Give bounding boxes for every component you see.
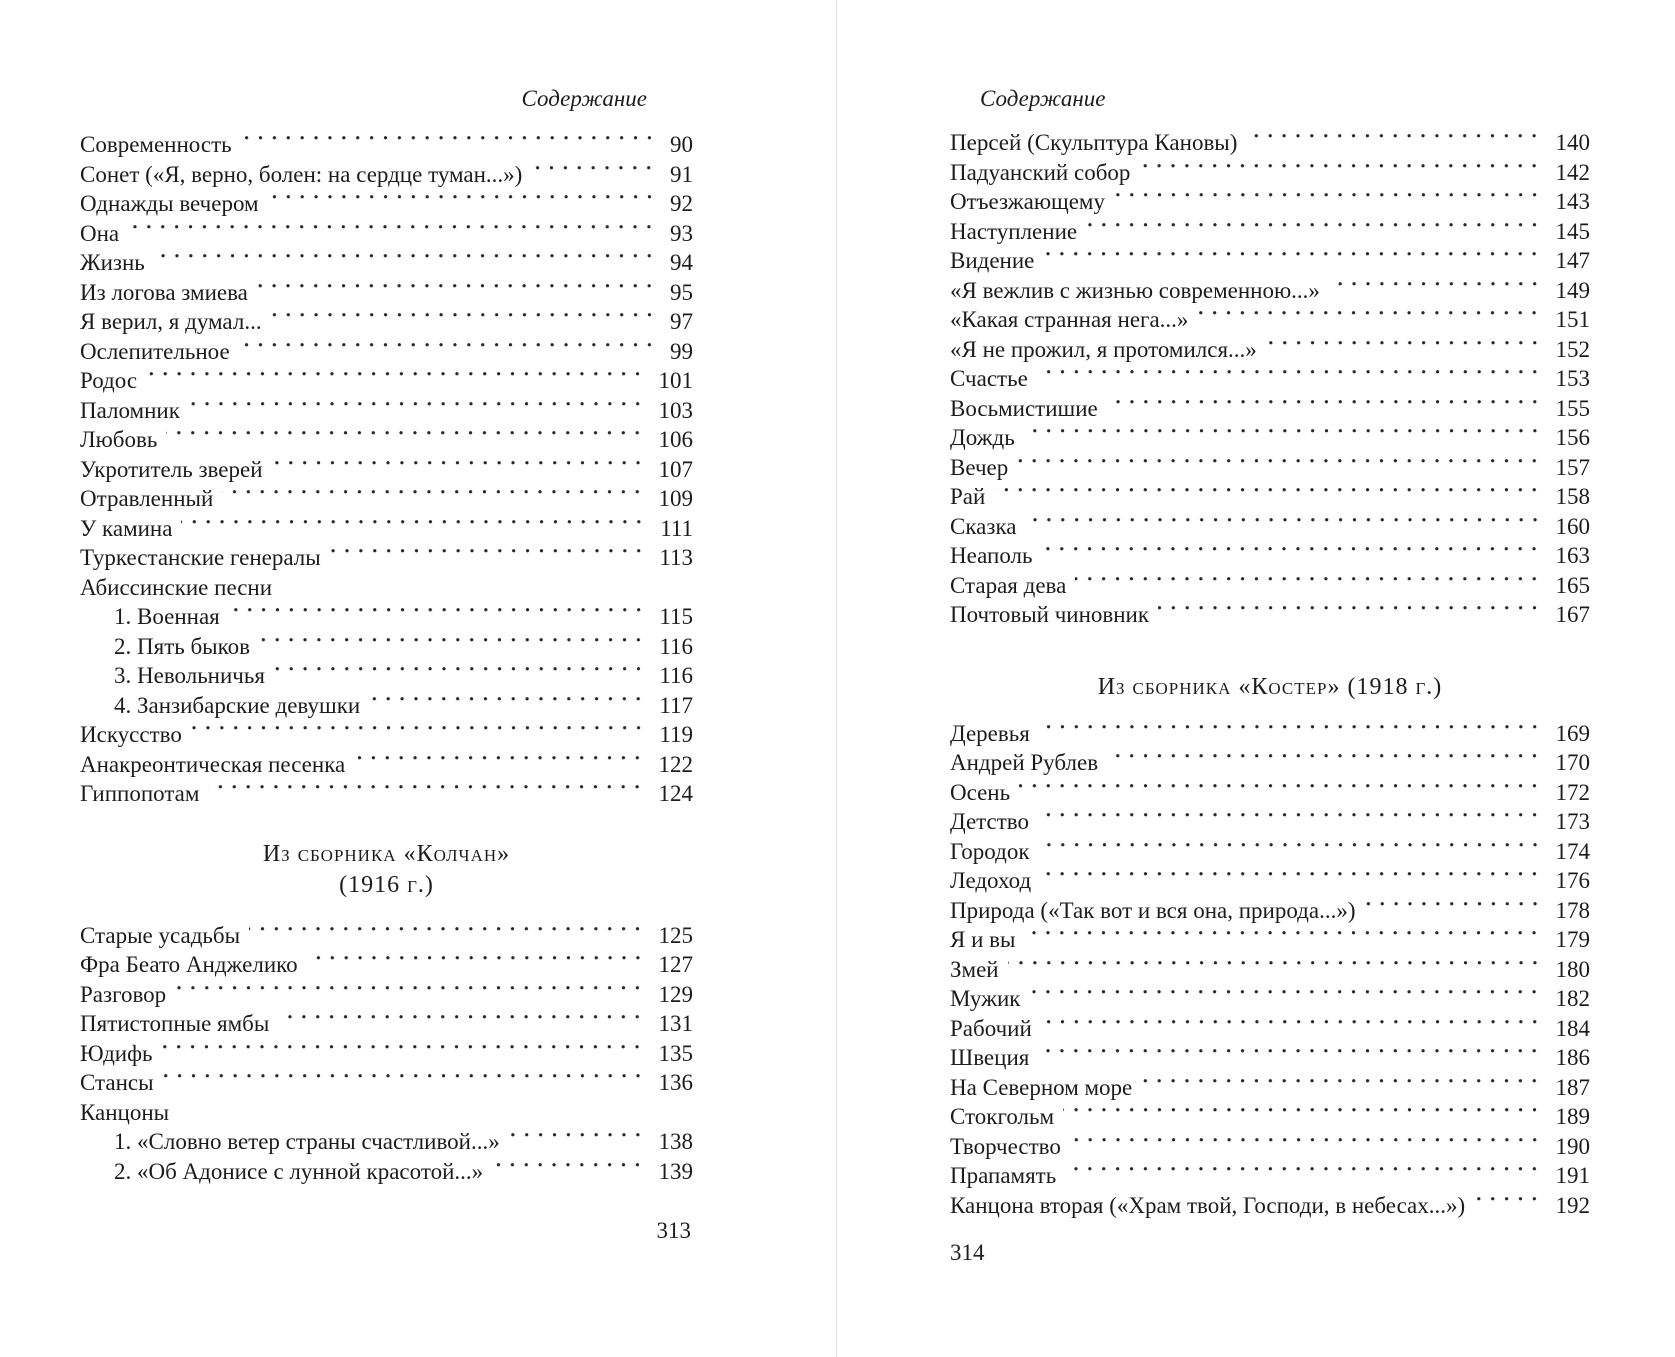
running-head: Содержание xyxy=(521,86,647,111)
page-right xyxy=(950,84,1590,1268)
entry-title: Видение xyxy=(950,248,1035,273)
dot-leader xyxy=(1107,748,1543,778)
toc-entry xyxy=(950,719,1590,749)
entry-page-number: 109 xyxy=(658,486,693,511)
toc-entry xyxy=(950,217,1590,247)
entry-page-number: 151 xyxy=(1555,307,1590,332)
toc-entry xyxy=(80,396,693,426)
entry-title: Я верил, я думал... xyxy=(80,309,262,334)
toc-entry xyxy=(80,1098,693,1128)
dot-leader xyxy=(163,1068,647,1098)
dot-leader xyxy=(1139,158,1543,188)
entry-title: Родос xyxy=(80,368,138,393)
entry-page-number: 180 xyxy=(1555,956,1590,982)
entry-title: Восьмистишие xyxy=(950,395,1098,421)
entry-page-number: 156 xyxy=(1555,425,1590,450)
entry-page-number: 138 xyxy=(658,1129,693,1154)
toc-entry xyxy=(80,130,693,160)
entry-page-number: 186 xyxy=(1555,1045,1590,1070)
toc-list xyxy=(80,130,693,1186)
entry-title: 2. «Об Адонисе с лунной красотой...» xyxy=(114,1158,484,1184)
toc-entry xyxy=(80,1127,693,1157)
entry-title: Стансы xyxy=(80,1070,154,1095)
entry-page-number: 190 xyxy=(1555,1133,1590,1159)
toc-entry xyxy=(950,955,1590,985)
entry-title: Она xyxy=(80,220,120,246)
dot-leader xyxy=(208,779,646,809)
entry-page-number: 90 xyxy=(670,132,693,157)
toc-entry xyxy=(950,453,1590,483)
toc-entry xyxy=(950,1102,1590,1132)
dot-leader xyxy=(239,337,658,367)
dot-leader xyxy=(189,396,647,426)
dot-leader xyxy=(1024,423,1544,453)
dot-leader xyxy=(154,248,658,278)
entry-title: Счастье xyxy=(950,366,1028,391)
dot-leader xyxy=(1041,541,1543,571)
entry-page-number: 115 xyxy=(659,604,693,629)
page-left xyxy=(80,84,693,1246)
toc-entry xyxy=(80,602,693,632)
dot-leader xyxy=(191,720,648,750)
entry-title: Пятистопные ямбы xyxy=(80,1011,270,1036)
toc-entry xyxy=(80,1009,693,1039)
entry-page-number: 179 xyxy=(1555,927,1590,952)
entry-page-number: 111 xyxy=(660,515,693,541)
toc-entry xyxy=(950,246,1590,276)
entry-page-number: 101 xyxy=(658,368,693,393)
toc-entry xyxy=(950,276,1590,306)
entry-title: Гиппопотам xyxy=(80,781,200,806)
section-heading: Из сборника «Костер» (1918 г.) xyxy=(1097,673,1443,700)
dot-leader xyxy=(1075,571,1543,601)
entry-title: Старые усадьбы xyxy=(80,922,241,948)
entry-title: Юдифь xyxy=(80,1040,153,1066)
section-heading: Из сборника «Колчан» xyxy=(262,840,511,867)
toc-entry xyxy=(80,484,693,514)
entry-page-number: 174 xyxy=(1555,838,1590,864)
dot-leader xyxy=(1070,1132,1544,1162)
entry-title: Природа («Так вот и вся она, природа...») xyxy=(950,897,1356,923)
entry-page-number: 124 xyxy=(658,781,693,806)
dot-leader xyxy=(249,921,646,951)
dot-leader xyxy=(1197,305,1543,335)
entry-page-number: 191 xyxy=(1555,1163,1590,1188)
toc-list xyxy=(950,128,1590,1220)
entry-page-number: 184 xyxy=(1555,1015,1590,1041)
toc-entry xyxy=(80,455,693,485)
toc-entry xyxy=(950,305,1590,335)
entry-page-number: 136 xyxy=(658,1070,693,1095)
entry-title: Из логова змиева xyxy=(80,279,248,305)
toc-entry xyxy=(950,364,1590,394)
dot-leader xyxy=(229,602,648,632)
toc-entry xyxy=(80,248,693,278)
entry-title: Городок xyxy=(950,838,1030,864)
toc-entry xyxy=(80,425,693,455)
dot-leader xyxy=(1329,276,1544,306)
entry-page-number: 169 xyxy=(1555,720,1590,746)
entry-title: Разговор xyxy=(80,981,167,1007)
dot-leader xyxy=(531,160,658,190)
entry-title: 2. Пять быков xyxy=(114,633,251,659)
entry-page-number: 160 xyxy=(1555,513,1590,539)
entry-page-number: 122 xyxy=(658,751,693,777)
entry-page-number: 143 xyxy=(1555,189,1590,214)
entry-title: «Какая странная нега...» xyxy=(950,307,1189,332)
toc-entry xyxy=(950,866,1590,896)
toc-entry xyxy=(80,160,693,190)
toc-entry xyxy=(950,423,1590,453)
entry-page-number: 92 xyxy=(670,191,693,216)
entry-title: Змей xyxy=(950,956,999,982)
dot-leader xyxy=(222,484,646,514)
dot-leader xyxy=(1158,600,1543,630)
entry-title: Современность xyxy=(80,132,232,157)
dot-leader xyxy=(268,189,658,219)
dot-leader xyxy=(161,1039,646,1069)
dot-leader xyxy=(994,482,1543,512)
entry-page-number: 106 xyxy=(658,427,693,452)
entry-title: Стокгольм xyxy=(950,1104,1055,1129)
dot-leader xyxy=(1039,837,1544,867)
entry-page-number: 113 xyxy=(659,545,693,570)
dot-leader xyxy=(146,366,646,396)
toc-entry xyxy=(950,1191,1590,1221)
dot-leader xyxy=(354,750,646,780)
toc-entry xyxy=(80,921,693,951)
entry-title: Анакреонтическая песенка xyxy=(80,751,346,777)
gutter-divider xyxy=(836,0,837,1357)
dot-leader xyxy=(259,632,647,662)
entry-page-number: 153 xyxy=(1555,366,1590,391)
toc-entry xyxy=(80,543,693,573)
dot-leader xyxy=(1038,1043,1543,1073)
dot-leader xyxy=(1266,335,1544,365)
entry-page-number: 116 xyxy=(659,633,693,659)
entry-page-number: 127 xyxy=(658,952,693,977)
entry-title: Рабочий xyxy=(950,1015,1032,1041)
toc-entry xyxy=(80,514,693,544)
toc-entry xyxy=(80,337,693,367)
dot-leader xyxy=(1041,1014,1544,1044)
dot-leader xyxy=(1065,1161,1543,1191)
toc-entry xyxy=(80,632,693,662)
entry-page-number: 152 xyxy=(1555,336,1590,362)
toc-entry xyxy=(950,158,1590,188)
dot-leader xyxy=(1474,1191,1543,1221)
dot-leader xyxy=(272,455,647,485)
toc-entry xyxy=(80,219,693,249)
entry-page-number: 135 xyxy=(658,1040,693,1066)
entry-title: Канцоны xyxy=(80,1099,170,1125)
entry-title: Дождь xyxy=(950,425,1015,450)
entry-title: Сказка xyxy=(950,513,1017,539)
entry-page-number: 157 xyxy=(1555,454,1590,480)
dot-leader xyxy=(492,1157,646,1187)
page-number-folio: 313 xyxy=(656,1218,691,1243)
entry-page-number: 145 xyxy=(1555,218,1590,244)
entry-page-number: 147 xyxy=(1555,248,1590,273)
section-heading-block xyxy=(80,839,693,901)
entry-title: Персей (Скульптура Кановы) xyxy=(950,130,1238,155)
entry-page-number: 165 xyxy=(1555,572,1590,598)
dot-leader xyxy=(1141,1073,1543,1103)
toc-entry xyxy=(950,187,1590,217)
toc-entry xyxy=(80,1068,693,1098)
entry-page-number: 173 xyxy=(1555,809,1590,834)
dot-leader xyxy=(307,950,647,980)
entry-title: Укротитель зверей xyxy=(80,456,263,482)
entry-title: 4. Занзибарские девушки xyxy=(114,692,361,718)
toc-entry xyxy=(80,950,693,980)
toc-entry xyxy=(80,750,693,780)
entry-title: Швеция xyxy=(950,1045,1030,1070)
toc-entry xyxy=(950,1073,1590,1103)
dot-leader xyxy=(1026,512,1544,542)
toc-entry xyxy=(950,778,1590,808)
entry-title: Осень xyxy=(950,779,1011,805)
entry-title: Ледоход xyxy=(950,868,1032,893)
dot-leader xyxy=(175,980,646,1010)
dot-leader xyxy=(278,1009,646,1039)
dot-leader xyxy=(509,1127,647,1157)
entry-page-number: 163 xyxy=(1555,543,1590,568)
entry-page-number: 131 xyxy=(658,1011,693,1036)
entry-page-number: 103 xyxy=(658,397,693,423)
toc-entry xyxy=(80,1157,693,1187)
dot-leader xyxy=(1040,866,1543,896)
entry-title: Прапамять xyxy=(950,1163,1057,1188)
entry-title: «Я вежлив с жизнью современною...» xyxy=(950,277,1320,303)
entry-title: «Я не прожил, я протомился...» xyxy=(950,336,1257,362)
toc-entry xyxy=(950,984,1590,1014)
toc-entry xyxy=(950,512,1590,542)
toc-entry xyxy=(950,335,1590,365)
entry-title: Ослепительное xyxy=(80,338,230,364)
dot-leader xyxy=(1246,128,1543,158)
dot-leader xyxy=(1086,217,1543,247)
dot-leader xyxy=(369,691,647,721)
toc-entry xyxy=(950,1161,1590,1191)
entry-title: Почтовый чиновник xyxy=(950,602,1150,627)
toc-entry xyxy=(950,571,1590,601)
entry-title: На Северном море xyxy=(950,1074,1133,1100)
dot-leader xyxy=(1039,719,1544,749)
dot-leader xyxy=(1114,187,1544,217)
toc-entry xyxy=(80,661,693,691)
entry-page-number: 125 xyxy=(658,922,693,948)
dot-leader xyxy=(1017,453,1543,483)
entry-page-number: 140 xyxy=(1555,130,1590,155)
toc-entry xyxy=(80,720,693,750)
entry-page-number: 142 xyxy=(1555,159,1590,185)
dot-leader xyxy=(1037,364,1544,394)
entry-page-number: 189 xyxy=(1555,1104,1590,1129)
dot-leader xyxy=(1024,925,1543,955)
dot-leader xyxy=(166,425,646,455)
entry-page-number: 129 xyxy=(658,981,693,1007)
entry-title: Мужик xyxy=(950,986,1021,1011)
toc-entry xyxy=(950,541,1590,571)
entry-title: Отъезжающему xyxy=(950,189,1105,214)
toc-entry xyxy=(950,807,1590,837)
entry-page-number: 167 xyxy=(1555,602,1590,627)
toc-entry xyxy=(950,1132,1590,1162)
entry-title: Наступление xyxy=(950,218,1078,244)
toc-entry xyxy=(80,307,693,337)
entry-page-number: 170 xyxy=(1555,750,1590,775)
entry-page-number: 172 xyxy=(1555,779,1590,805)
entry-title: 1. «Словно ветер страны счастливой...» xyxy=(114,1129,500,1154)
dot-leader xyxy=(257,278,658,308)
dot-leader xyxy=(1063,1102,1543,1132)
entry-title: Канцона вторая («Храм твой, Господи, в небесах...») xyxy=(950,1192,1466,1218)
toc-entry xyxy=(950,482,1590,512)
entry-title: 3. Невольничья xyxy=(114,663,265,688)
section-heading-block xyxy=(950,672,1590,703)
entry-title: Рай xyxy=(950,484,986,509)
entry-title: Вечер xyxy=(950,454,1009,480)
dot-leader xyxy=(1029,984,1543,1014)
entry-page-number: 139 xyxy=(658,1158,693,1184)
entry-page-number: 91 xyxy=(670,161,693,187)
dot-leader xyxy=(1365,896,1544,926)
entry-page-number: 119 xyxy=(659,722,693,747)
toc-entry xyxy=(950,837,1590,867)
entry-page-number: 182 xyxy=(1555,986,1590,1011)
entry-title: Отравленный xyxy=(80,486,214,511)
toc-entry xyxy=(80,691,693,721)
toc-entry xyxy=(950,896,1590,926)
dot-leader xyxy=(1038,807,1544,837)
entry-title: Деревья xyxy=(950,720,1030,746)
dot-leader xyxy=(330,543,648,573)
entry-title: Неаполь xyxy=(950,543,1033,568)
entry-title: Искусство xyxy=(80,722,182,747)
entry-title: Детство xyxy=(950,809,1029,834)
toc-entry xyxy=(950,600,1590,630)
entry-title: У камина xyxy=(80,515,173,541)
entry-page-number: 158 xyxy=(1555,484,1590,509)
dot-leader xyxy=(241,130,658,160)
dot-leader xyxy=(181,514,648,544)
toc-entry xyxy=(80,573,693,603)
page-number-folio: 314 xyxy=(950,1240,985,1265)
dot-leader xyxy=(1019,778,1543,808)
section-heading: (1916 г.) xyxy=(339,871,434,898)
dot-leader xyxy=(1107,394,1544,424)
dot-leader xyxy=(1008,955,1544,985)
toc-entry xyxy=(950,925,1590,955)
toc-entry xyxy=(80,278,693,308)
entry-page-number: 107 xyxy=(658,456,693,482)
entry-title: Я и вы xyxy=(950,927,1016,952)
toc-entry xyxy=(80,1039,693,1069)
dot-leader xyxy=(271,307,658,337)
entry-page-number: 94 xyxy=(670,250,693,275)
dot-leader xyxy=(274,661,647,691)
entry-title: Паломник xyxy=(80,397,180,423)
toc-entry xyxy=(80,980,693,1010)
toc-entry xyxy=(950,1014,1590,1044)
toc-entry xyxy=(80,366,693,396)
entry-page-number: 187 xyxy=(1555,1074,1590,1100)
entry-page-number: 99 xyxy=(670,338,693,364)
entry-title: Абиссинские песни xyxy=(80,574,273,600)
toc-entry xyxy=(80,189,693,219)
entry-title: Любовь xyxy=(80,427,158,452)
entry-page-number: 155 xyxy=(1555,395,1590,421)
toc-entry xyxy=(950,1043,1590,1073)
entry-title: Андрей Рублев xyxy=(950,750,1099,775)
entry-page-number: 149 xyxy=(1555,277,1590,303)
entry-title: Жизнь xyxy=(80,250,145,275)
entry-title: Однажды вечером xyxy=(80,191,259,216)
running-head: Содержание xyxy=(980,86,1106,111)
entry-page-number: 97 xyxy=(670,309,693,334)
entry-page-number: 95 xyxy=(670,279,693,305)
dot-leader xyxy=(128,219,658,249)
entry-page-number: 93 xyxy=(670,220,693,246)
entry-title: Творчество xyxy=(950,1133,1061,1159)
entry-title: Туркестанские генералы xyxy=(80,545,321,570)
entry-page-number: 117 xyxy=(659,692,693,718)
entry-title: 1. Военная xyxy=(114,604,220,629)
entry-title: Падуанский собор xyxy=(950,159,1131,185)
entry-title: Старая дева xyxy=(950,572,1067,598)
entry-page-number: 192 xyxy=(1555,1192,1590,1218)
toc-entry xyxy=(80,779,693,809)
toc-entry xyxy=(950,128,1590,158)
entry-title: Фра Беато Анджелико xyxy=(80,952,298,977)
entry-title: Сонет («Я, верно, болен: на сердце туман...») xyxy=(80,161,523,187)
toc-entry xyxy=(950,748,1590,778)
entry-page-number: 178 xyxy=(1555,897,1590,923)
entry-page-number: 116 xyxy=(659,663,693,688)
entry-page-number: 176 xyxy=(1555,868,1590,893)
toc-entry xyxy=(950,394,1590,424)
dot-leader xyxy=(1043,246,1543,276)
